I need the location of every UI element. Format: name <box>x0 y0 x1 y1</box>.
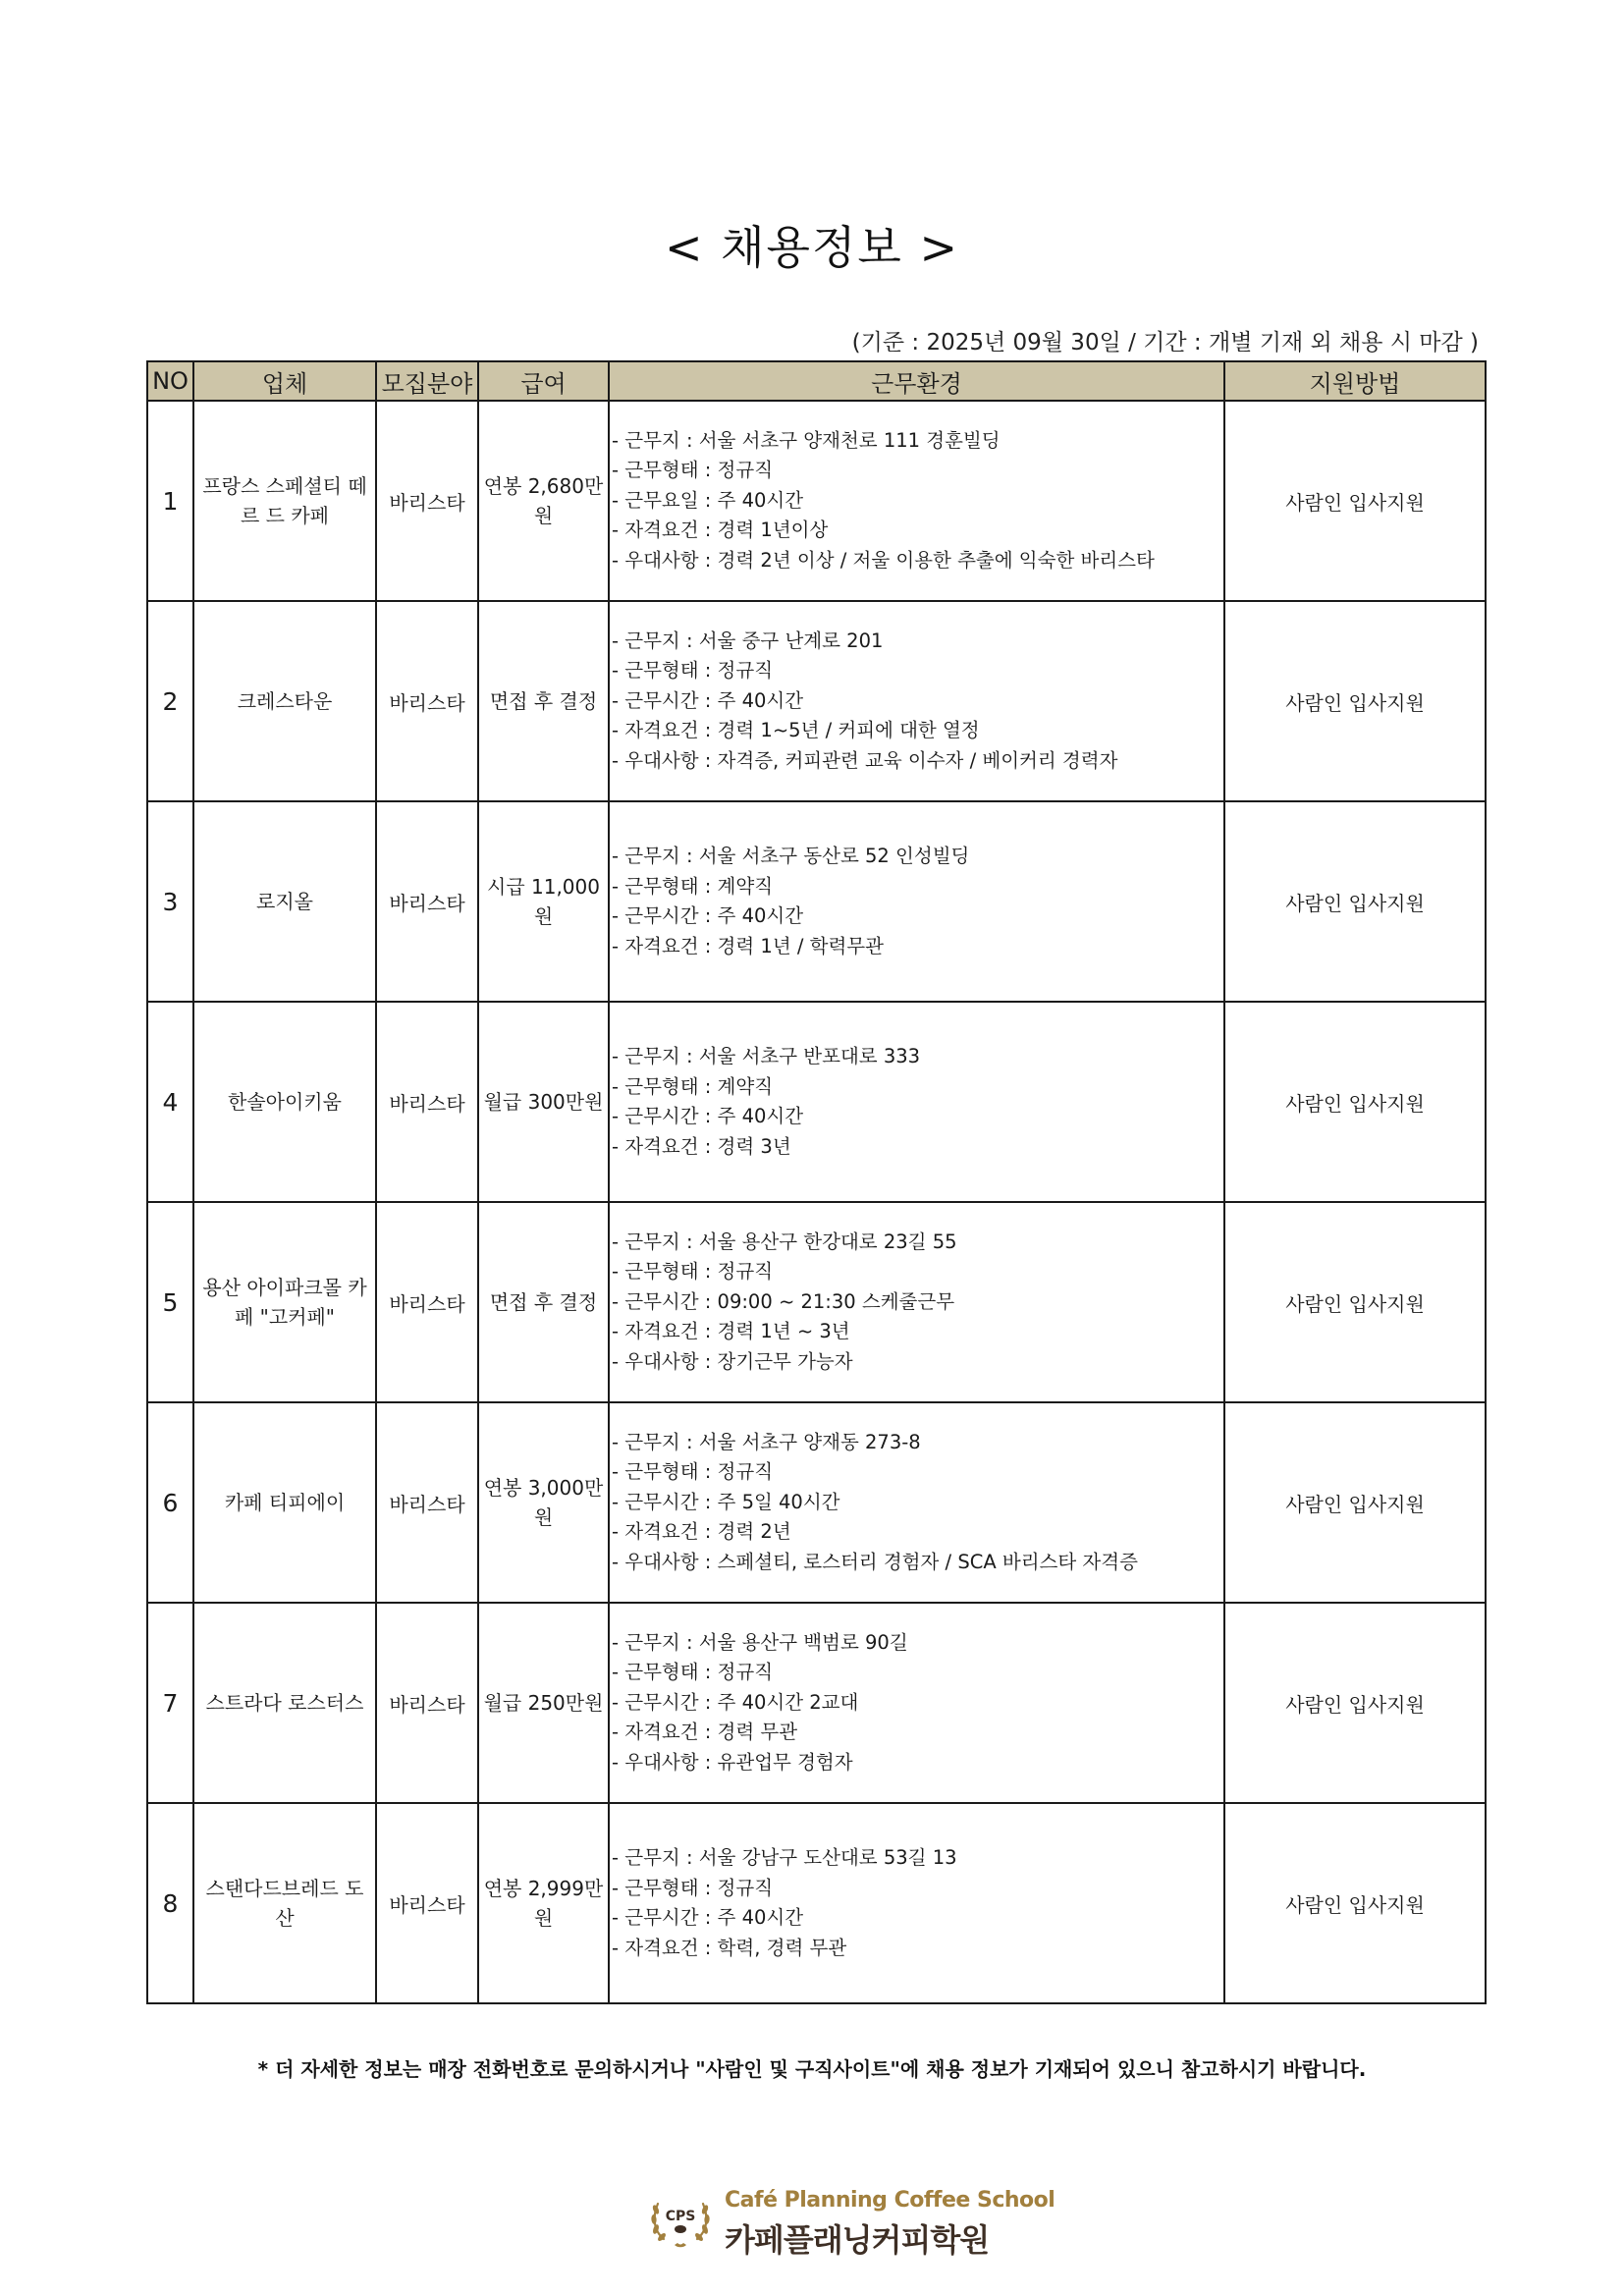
environment-line: - 근무지 : 서울 용산구 백범로 90길 <box>612 1630 908 1654</box>
environment-line: - 근무지 : 서울 서초구 양재천로 111 경훈빌딩 <box>612 428 1001 452</box>
environment-line: - 자격요건 : 학력, 경력 무관 <box>612 1936 847 1959</box>
environment-line: - 근무시간 : 주 40시간 <box>612 1105 804 1127</box>
row-no: 4 <box>147 1002 193 1202</box>
row-no: 2 <box>147 601 193 801</box>
basis-note: (기준 : 2025년 09월 30일 / 기간 : 개별 기재 외 채용 시 마감 ) <box>851 330 1479 355</box>
row-environment <box>609 1603 1224 1803</box>
table-row <box>147 1202 1486 1402</box>
environment-line: - 우대사항 : 경력 2년 이상 / 저울 이용한 추출에 익숙한 바리스타 <box>612 548 1155 572</box>
table-row <box>147 601 1486 801</box>
row-environment <box>609 601 1224 801</box>
row-salary: 연봉 3,000만원 <box>478 1402 609 1603</box>
table-row <box>147 1803 1486 2003</box>
header-apply: 지원방법 <box>1224 361 1486 401</box>
row-salary: 면접 후 결정 <box>478 1202 609 1402</box>
environment-line: - 근무요일 : 주 40시간 <box>612 488 804 512</box>
row-apply: 사람인 입사지원 <box>1224 1202 1486 1402</box>
row-field: 바리스타 <box>376 801 478 1002</box>
row-environment <box>609 801 1224 1002</box>
environment-line: - 근무형태 : 계약직 <box>612 1074 774 1098</box>
environment-line: - 근무시간 : 주 5일 40시간 <box>612 1490 840 1513</box>
logo-korean: 카페플래닝커피학원 <box>725 2221 990 2259</box>
environment-line: - 근무형태 : 정규직 <box>612 459 774 482</box>
row-field: 바리스타 <box>376 1402 478 1603</box>
environment-line: - 우대사항 : 자격증, 커피관련 교육 이수자 / 베이커리 경력자 <box>612 748 1118 772</box>
environment-line: - 근무형태 : 정규직 <box>612 1661 774 1684</box>
laurel-emblem-icon <box>648 2188 713 2253</box>
row-field: 바리스타 <box>376 1202 478 1402</box>
row-environment <box>609 1202 1224 1402</box>
header-environment: 근무환경 <box>609 361 1224 401</box>
environment-line: - 우대사항 : 스페셜티, 로스터리 경험자 / SCA 바리스타 자격증 <box>612 1550 1138 1573</box>
row-company: 크레스타운 <box>193 601 376 801</box>
environment-line: - 자격요건 : 경력 1~5년 / 커피에 대한 열정 <box>612 719 980 742</box>
row-no: 1 <box>147 401 193 601</box>
row-field: 바리스타 <box>376 1803 478 2003</box>
row-apply: 사람인 입사지원 <box>1224 1803 1486 2003</box>
row-environment <box>609 1002 1224 1202</box>
row-no: 6 <box>147 1402 193 1603</box>
row-no: 5 <box>147 1202 193 1402</box>
row-no: 7 <box>147 1603 193 1803</box>
environment-line: - 근무형태 : 정규직 <box>612 1876 774 1899</box>
row-company: 스탠다드브레드 도산 <box>193 1803 376 2003</box>
job-table <box>146 360 1487 2004</box>
row-company: 용산 아이파크몰 카페 "고커페" <box>193 1202 376 1402</box>
environment-line: - 우대사항 : 장기근무 가능자 <box>612 1349 853 1373</box>
environment-line: - 자격요건 : 경력 3년 <box>612 1134 791 1158</box>
header-row <box>147 361 1486 401</box>
row-environment <box>609 401 1224 601</box>
row-company: 로지올 <box>193 801 376 1002</box>
row-company: 스트라다 로스터스 <box>193 1603 376 1803</box>
environment-line: - 근무시간 : 주 40시간 <box>612 688 804 712</box>
logo-english: Café Planning Coffee School <box>725 2188 1056 2213</box>
environment-line: - 근무형태 : 정규직 <box>612 659 774 683</box>
row-salary: 월급 300만원 <box>478 1002 609 1202</box>
environment-line: - 자격요건 : 경력 1년이상 <box>612 519 829 542</box>
table-row <box>147 1402 1486 1603</box>
page-title: < 채용정보 > <box>664 221 960 274</box>
row-company: 한솔아이키움 <box>193 1002 376 1202</box>
row-salary: 연봉 2,680만원 <box>478 401 609 601</box>
environment-line: - 근무지 : 서울 용산구 한강대로 23길 55 <box>612 1230 957 1253</box>
environment-line: - 자격요건 : 경력 1년 ~ 3년 <box>612 1320 850 1343</box>
emblem-text: CPS <box>665 2209 696 2224</box>
row-environment <box>609 1803 1224 2003</box>
row-salary: 면접 후 결정 <box>478 601 609 801</box>
row-field: 바리스타 <box>376 1603 478 1803</box>
environment-line: - 자격요건 : 경력 2년 <box>612 1520 791 1544</box>
row-salary: 시급 11,000원 <box>478 801 609 1002</box>
header-company: 업체 <box>193 361 376 401</box>
environment-line: - 근무시간 : 주 40시간 <box>612 1906 804 1929</box>
environment-line: - 우대사항 : 유관업무 경험자 <box>612 1750 853 1774</box>
environment-line: - 자격요건 : 경력 무관 <box>612 1721 798 1744</box>
table-row <box>147 1002 1486 1202</box>
environment-line: - 근무지 : 서울 서초구 양재동 273-8 <box>612 1430 921 1453</box>
environment-line: - 근무형태 : 계약직 <box>612 874 774 898</box>
row-environment <box>609 1402 1224 1603</box>
job-rows <box>147 401 1486 2003</box>
row-field: 바리스타 <box>376 401 478 601</box>
environment-line: - 근무지 : 서울 서초구 동산로 52 인성빌딩 <box>612 845 970 867</box>
environment-line: - 자격요건 : 경력 1년 / 학력무관 <box>612 934 884 957</box>
row-apply: 사람인 입사지원 <box>1224 1002 1486 1202</box>
header-salary: 급여 <box>478 361 609 401</box>
table-row <box>147 1603 1486 1803</box>
row-company: 카페 티피에이 <box>193 1402 376 1603</box>
header-no: NO <box>147 361 193 401</box>
row-apply: 사람인 입사지원 <box>1224 1603 1486 1803</box>
row-apply: 사람인 입사지원 <box>1224 401 1486 601</box>
environment-line: - 근무지 : 서울 강남구 도산대로 53길 13 <box>612 1846 957 1869</box>
environment-line: - 근무지 : 서울 중구 난계로 201 <box>612 629 884 652</box>
table-row <box>147 401 1486 601</box>
table-row <box>147 801 1486 1002</box>
row-company: 프랑스 스페셜티 떼르 드 카페 <box>193 401 376 601</box>
environment-line: - 근무지 : 서울 서초구 반포대로 333 <box>612 1045 921 1067</box>
row-apply: 사람인 입사지원 <box>1224 601 1486 801</box>
environment-line: - 근무시간 : 09:00 ~ 21:30 스케줄근무 <box>612 1289 955 1313</box>
environment-line: - 근무시간 : 주 40시간 2교대 <box>612 1690 859 1714</box>
row-no: 8 <box>147 1803 193 2003</box>
row-no: 3 <box>147 801 193 1002</box>
environment-line: - 근무형태 : 정규직 <box>612 1460 774 1484</box>
row-field: 바리스타 <box>376 1002 478 1202</box>
row-salary: 월급 250만원 <box>478 1603 609 1803</box>
school-logo <box>648 2184 1056 2261</box>
environment-line: - 근무형태 : 정규직 <box>612 1260 774 1284</box>
row-field: 바리스타 <box>376 601 478 801</box>
environment-line: - 근무시간 : 주 40시간 <box>612 904 804 927</box>
row-salary: 연봉 2,999만원 <box>478 1803 609 2003</box>
row-apply: 사람인 입사지원 <box>1224 801 1486 1002</box>
header-field: 모집분야 <box>376 361 478 401</box>
row-apply: 사람인 입사지원 <box>1224 1402 1486 1603</box>
footnote: * 더 자세한 정보는 매장 전화번호로 문의하시거나 "사람인 및 구직사이트"에 채용 정보가 기재되어 있으니 참고하시기 바랍니다. <box>257 2057 1367 2081</box>
